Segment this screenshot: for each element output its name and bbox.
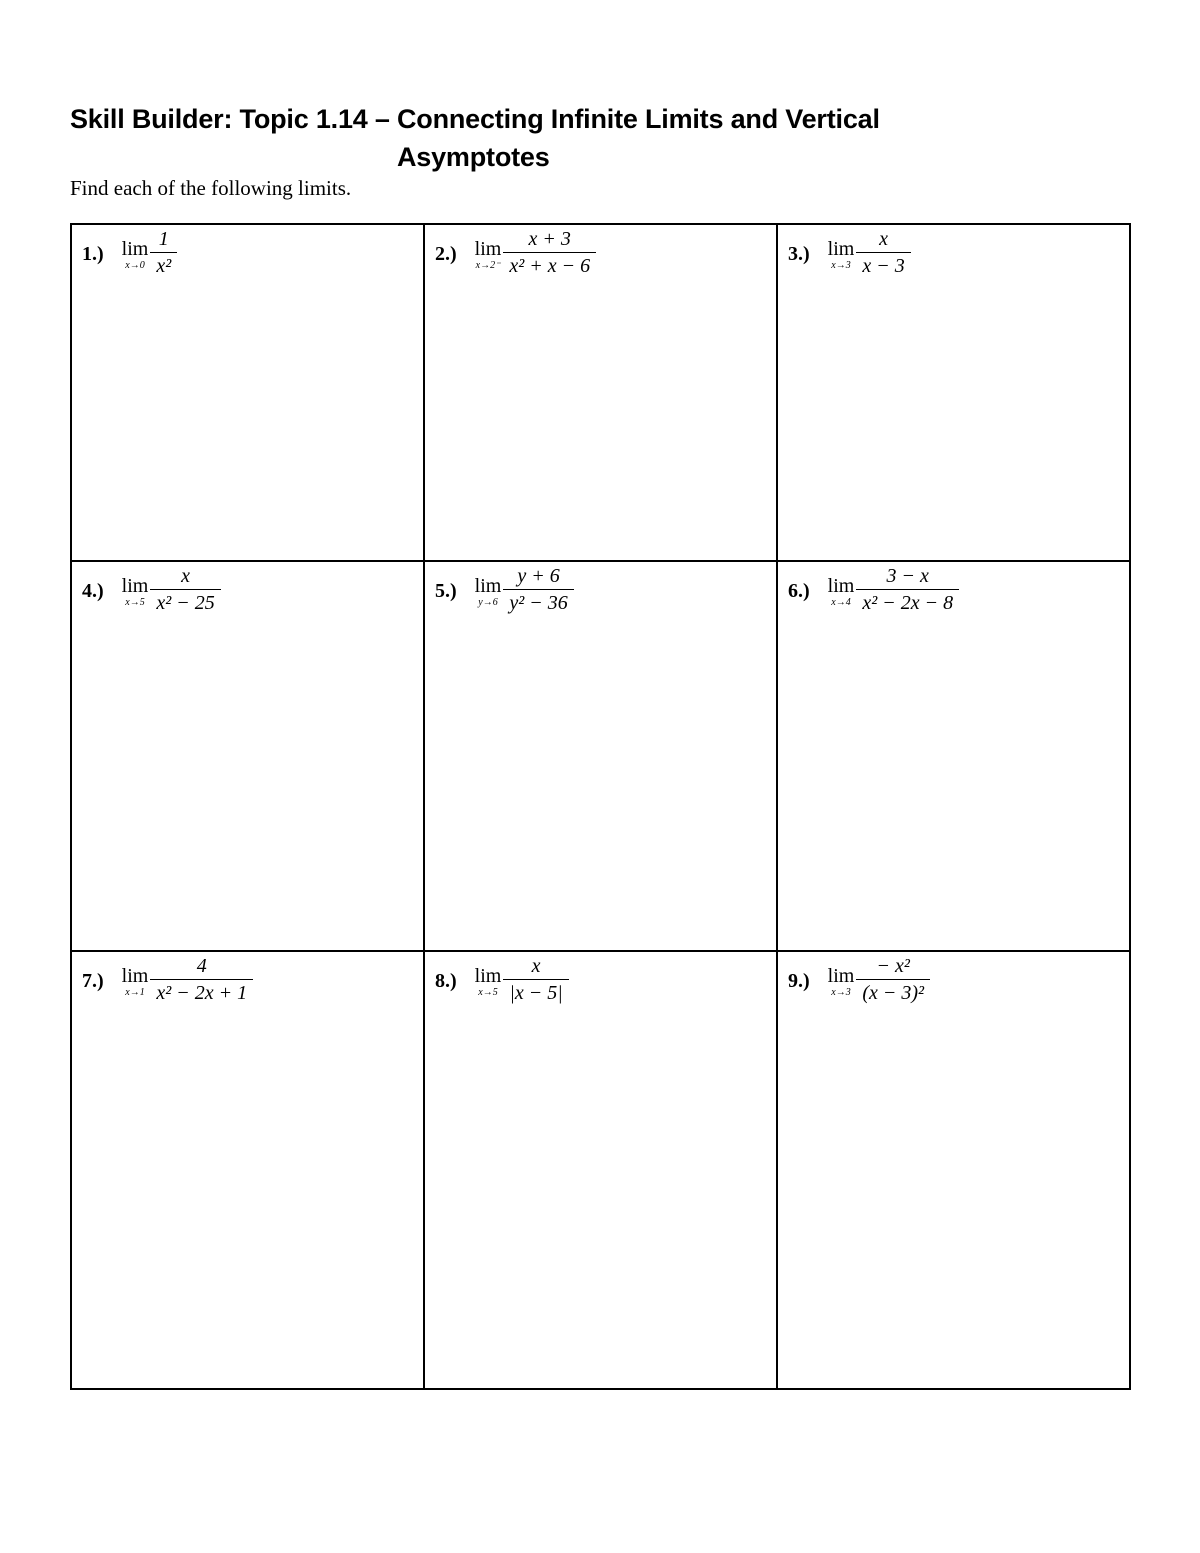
numerator: 1 bbox=[158, 228, 169, 250]
lim-word: lim bbox=[474, 575, 502, 597]
fraction bbox=[150, 564, 220, 615]
problem-cell-2[interactable] bbox=[424, 224, 777, 561]
problem-number: 6.) bbox=[788, 580, 810, 602]
problem-number: 3.) bbox=[788, 243, 810, 265]
lim-word: lim bbox=[474, 238, 502, 260]
lim-subscript: x→0 bbox=[125, 260, 145, 271]
denominator: x² − 25 bbox=[150, 589, 220, 615]
fraction bbox=[856, 954, 930, 1005]
lim-subscript: x→5 bbox=[478, 987, 498, 998]
title-line-1: Skill Builder: Topic 1.14 – Connecting Infinite Limits and Vertical bbox=[70, 104, 880, 134]
problem-cell-1[interactable] bbox=[71, 224, 424, 561]
problem-cell-3[interactable] bbox=[777, 224, 1130, 561]
problem-1 bbox=[82, 228, 177, 278]
limit-operator bbox=[122, 238, 149, 271]
limit-operator bbox=[122, 575, 149, 608]
lim-subscript: x→3 bbox=[831, 987, 851, 998]
lim-subscript: x→3 bbox=[831, 260, 851, 271]
problem-cell-8[interactable] bbox=[424, 951, 777, 1389]
lim-word: lim bbox=[121, 575, 149, 597]
problem-5 bbox=[435, 565, 574, 615]
problem-number: 4.) bbox=[82, 580, 104, 602]
lim-subscript: x→1 bbox=[125, 987, 145, 998]
denominator: x² bbox=[150, 252, 177, 278]
problem-cell-7[interactable] bbox=[71, 951, 424, 1389]
numerator: 3 − x bbox=[886, 565, 929, 587]
fraction bbox=[503, 564, 573, 615]
problem-8 bbox=[435, 955, 569, 1005]
problem-7 bbox=[82, 955, 253, 1005]
lim-word: lim bbox=[827, 575, 855, 597]
lim-word: lim bbox=[827, 965, 855, 987]
limit-operator bbox=[475, 575, 502, 608]
denominator: y² − 36 bbox=[503, 589, 573, 615]
problem-cell-9[interactable] bbox=[777, 951, 1130, 1389]
numerator: x bbox=[181, 565, 190, 587]
problem-cell-4[interactable] bbox=[71, 561, 424, 951]
denominator: |x − 5| bbox=[503, 979, 568, 1005]
title-line-2: Asymptotes bbox=[397, 142, 550, 172]
numerator: x + 3 bbox=[528, 228, 571, 250]
denominator: (x − 3)² bbox=[856, 979, 930, 1005]
fraction bbox=[150, 227, 177, 278]
numerator: x bbox=[531, 955, 541, 977]
problem-4 bbox=[82, 565, 221, 615]
numerator: 4 bbox=[196, 955, 207, 977]
problem-number: 1.) bbox=[82, 243, 104, 265]
problem-2 bbox=[435, 228, 596, 278]
problem-number: 2.) bbox=[435, 243, 457, 265]
fraction bbox=[503, 227, 596, 278]
lim-word: lim bbox=[827, 238, 855, 260]
fraction bbox=[503, 954, 568, 1005]
problem-number: 9.) bbox=[788, 970, 810, 992]
numerator: − x² bbox=[876, 955, 910, 977]
denominator: x² − 2x − 8 bbox=[856, 589, 959, 615]
denominator: x² + x − 6 bbox=[503, 252, 596, 278]
lim-word: lim bbox=[474, 965, 502, 987]
limit-operator bbox=[828, 965, 855, 998]
problem-number: 8.) bbox=[435, 970, 457, 992]
problem-cell-5[interactable] bbox=[424, 561, 777, 951]
limit-operator bbox=[828, 238, 855, 271]
denominator: x − 3 bbox=[856, 252, 910, 278]
lim-subscript: y→6 bbox=[478, 597, 498, 608]
problem-cell-6[interactable] bbox=[777, 561, 1130, 951]
lim-subscript: x→2⁻ bbox=[475, 260, 501, 271]
limit-operator bbox=[475, 965, 502, 998]
fraction bbox=[856, 227, 910, 278]
problem-grid bbox=[70, 223, 1131, 1390]
problem-3 bbox=[788, 228, 911, 278]
lim-subscript: x→5 bbox=[125, 597, 145, 608]
numerator: x bbox=[879, 228, 888, 250]
fraction bbox=[150, 954, 253, 1005]
limit-operator bbox=[828, 575, 855, 608]
limit-operator bbox=[475, 238, 502, 271]
problem-9 bbox=[788, 955, 930, 1005]
problem-number: 7.) bbox=[82, 970, 104, 992]
lim-word: lim bbox=[121, 238, 149, 260]
limit-operator bbox=[122, 965, 149, 998]
lim-word: lim bbox=[121, 965, 149, 987]
numerator: y + 6 bbox=[517, 565, 560, 587]
fraction bbox=[856, 564, 959, 615]
instructions: Find each of the following limits. bbox=[70, 176, 352, 200]
denominator: x² − 2x + 1 bbox=[150, 979, 253, 1005]
problem-number: 5.) bbox=[435, 580, 457, 602]
worksheet-title bbox=[70, 100, 1130, 176]
lim-subscript: x→4 bbox=[831, 597, 851, 608]
problem-6 bbox=[788, 565, 959, 615]
